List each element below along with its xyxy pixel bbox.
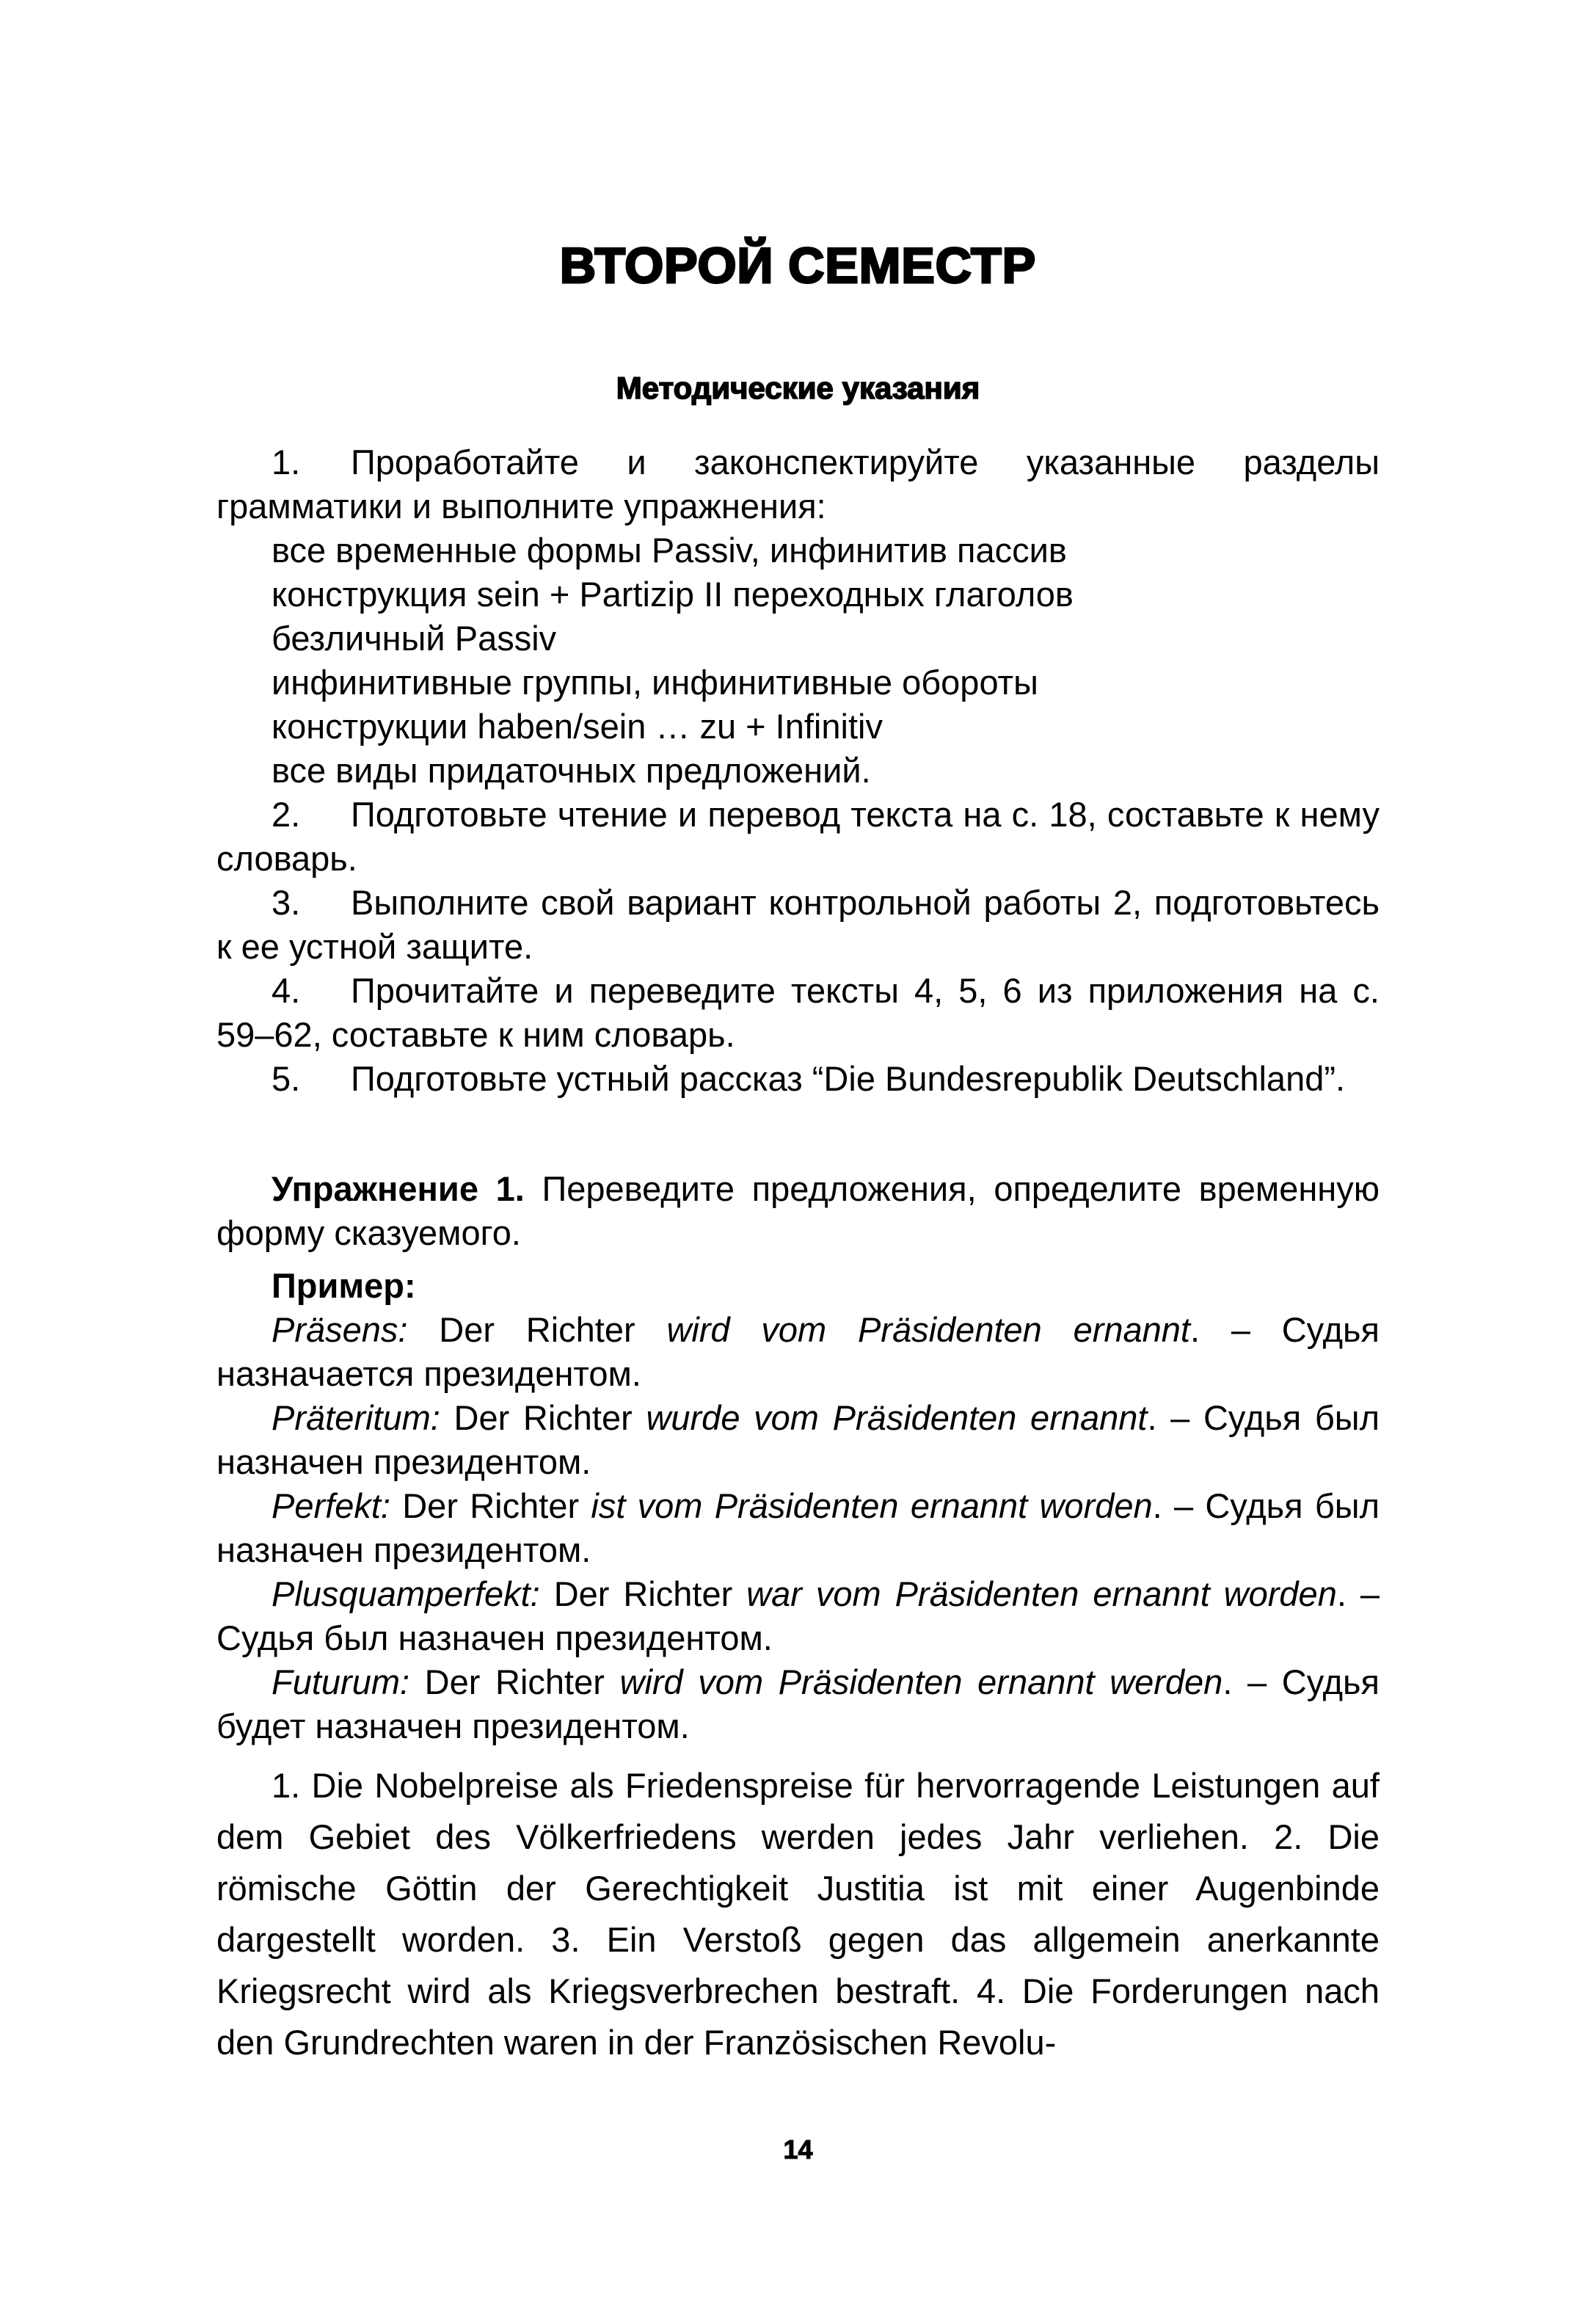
tense-name: Futurum:: [272, 1662, 410, 1701]
section-subtitle: Методические указания: [616, 371, 980, 405]
instruction-subitem: конструкции haben/sein … zu + Infinitiv: [272, 707, 883, 746]
instruction-subitem: безличный Passiv: [272, 619, 557, 658]
example-line: [216, 1308, 1380, 1396]
example-translation: . – Судья назначается президентом.: [216, 1310, 1380, 1393]
example-predicate: wird vom Präsidenten ernannt: [666, 1310, 1190, 1349]
instruction-subitem: конструкция sein + Partizip II переходных глаголов: [272, 575, 1074, 614]
instructions-list: [216, 440, 1380, 1101]
example-line: [216, 1660, 1380, 1748]
exercise-heading: Упражнение 1.: [272, 1169, 525, 1208]
example-subject: Der Richter: [553, 1574, 733, 1613]
instruction-number: 2.: [272, 795, 301, 834]
example-predicate: war vom Präsidenten ernannt worden: [746, 1574, 1337, 1613]
instruction-number: 1.: [272, 443, 301, 481]
tense-name: Präsens:: [272, 1310, 408, 1349]
exercise-task: [216, 1167, 1380, 1255]
example-label: Пример:: [272, 1266, 416, 1305]
example-translation: . – Судья был назначен президентом.: [216, 1574, 1380, 1657]
example-subject: Der Richter: [424, 1662, 605, 1701]
tense-name: Präteritum:: [272, 1398, 440, 1437]
example-translation: . – Судья был назначен президентом.: [216, 1486, 1380, 1569]
example-translation: . – Судья будет назначен президентом.: [216, 1662, 1380, 1745]
tense-name: Perfekt:: [272, 1486, 390, 1525]
exercise-section: [216, 1167, 1380, 1748]
example-line: [216, 1572, 1380, 1660]
instruction-text: Выполните свой вариант контрольной работы 2, подготовьтесь к ее устной защите.: [216, 883, 1380, 966]
instruction-item: [216, 969, 1380, 1057]
instruction-number: 4.: [272, 971, 301, 1010]
instruction-item: [216, 793, 1380, 881]
instruction-text: Проработайте и законспектируйте указанные разделы грамматики и выполните упражнения:: [216, 443, 1380, 526]
page-title: ВТОРОЙ СЕМЕСТР: [559, 238, 1037, 294]
instruction-item: [216, 881, 1380, 969]
instruction-number: 5.: [272, 1059, 301, 1098]
instruction-subitem: инфинитивные группы, инфинитивные обороты: [272, 663, 1038, 702]
instruction-item: [216, 440, 1380, 528]
exercise-sentences: [216, 1760, 1380, 2068]
tense-name: Plusquamperfekt:: [272, 1574, 540, 1613]
example-translation: . – Судья был назначен президентом.: [216, 1398, 1380, 1481]
sentences-paragraph: 1. Die Nobelpreise als Friedenspreise für hervorragende Leistungen auf dem Gebiet des Völkerfriedens werden jedes Jahr verliehen. 2. Die römische Göttin der Gerechtigkeit Justitia ist mit einer Augenbinde dargestellt worden. 3. Ein Verstoß gegen das allgemein anerkannte Kriegsrecht wird als Kriegsverbrechen bestraft. 4. Die Forderungen nach den Grundrechten waren in der Französischen Revolu-: [216, 1766, 1380, 2062]
example-line: [216, 1484, 1380, 1572]
example-subject: Der Richter: [402, 1486, 580, 1525]
example-predicate: wurde vom Präsidenten ernannt: [646, 1398, 1148, 1437]
instruction-number: 3.: [272, 883, 301, 922]
example-line: [216, 1396, 1380, 1484]
instruction-text: Подготовьте чтение и перевод текста на с. 18, составьте к нему словарь.: [216, 795, 1380, 878]
page-number: 14: [783, 2134, 813, 2164]
example-predicate: wird vom Präsidenten ernannt werden: [619, 1662, 1223, 1701]
example-subject: Der Richter: [439, 1310, 635, 1349]
instruction-item: [216, 1057, 1380, 1101]
instruction-text: Подготовьте устный рассказ “Die Bundesrepublik Deutschland”.: [351, 1059, 1346, 1098]
instruction-text: Прочитайте и переведите тексты 4, 5, 6 из приложения на с. 59–62, составьте к ним словарь.: [216, 971, 1380, 1054]
example-subject: Der Richter: [453, 1398, 633, 1437]
instruction-subitem: все виды придаточных предложений.: [272, 751, 871, 790]
example-predicate: ist vom Präsidenten ernannt worden: [591, 1486, 1153, 1525]
instruction-subitem: все временные формы Passiv, инфинитив пассив: [272, 531, 1067, 570]
exercise-instruction: Переведите предложения, определите временную форму сказуемого.: [216, 1169, 1380, 1252]
